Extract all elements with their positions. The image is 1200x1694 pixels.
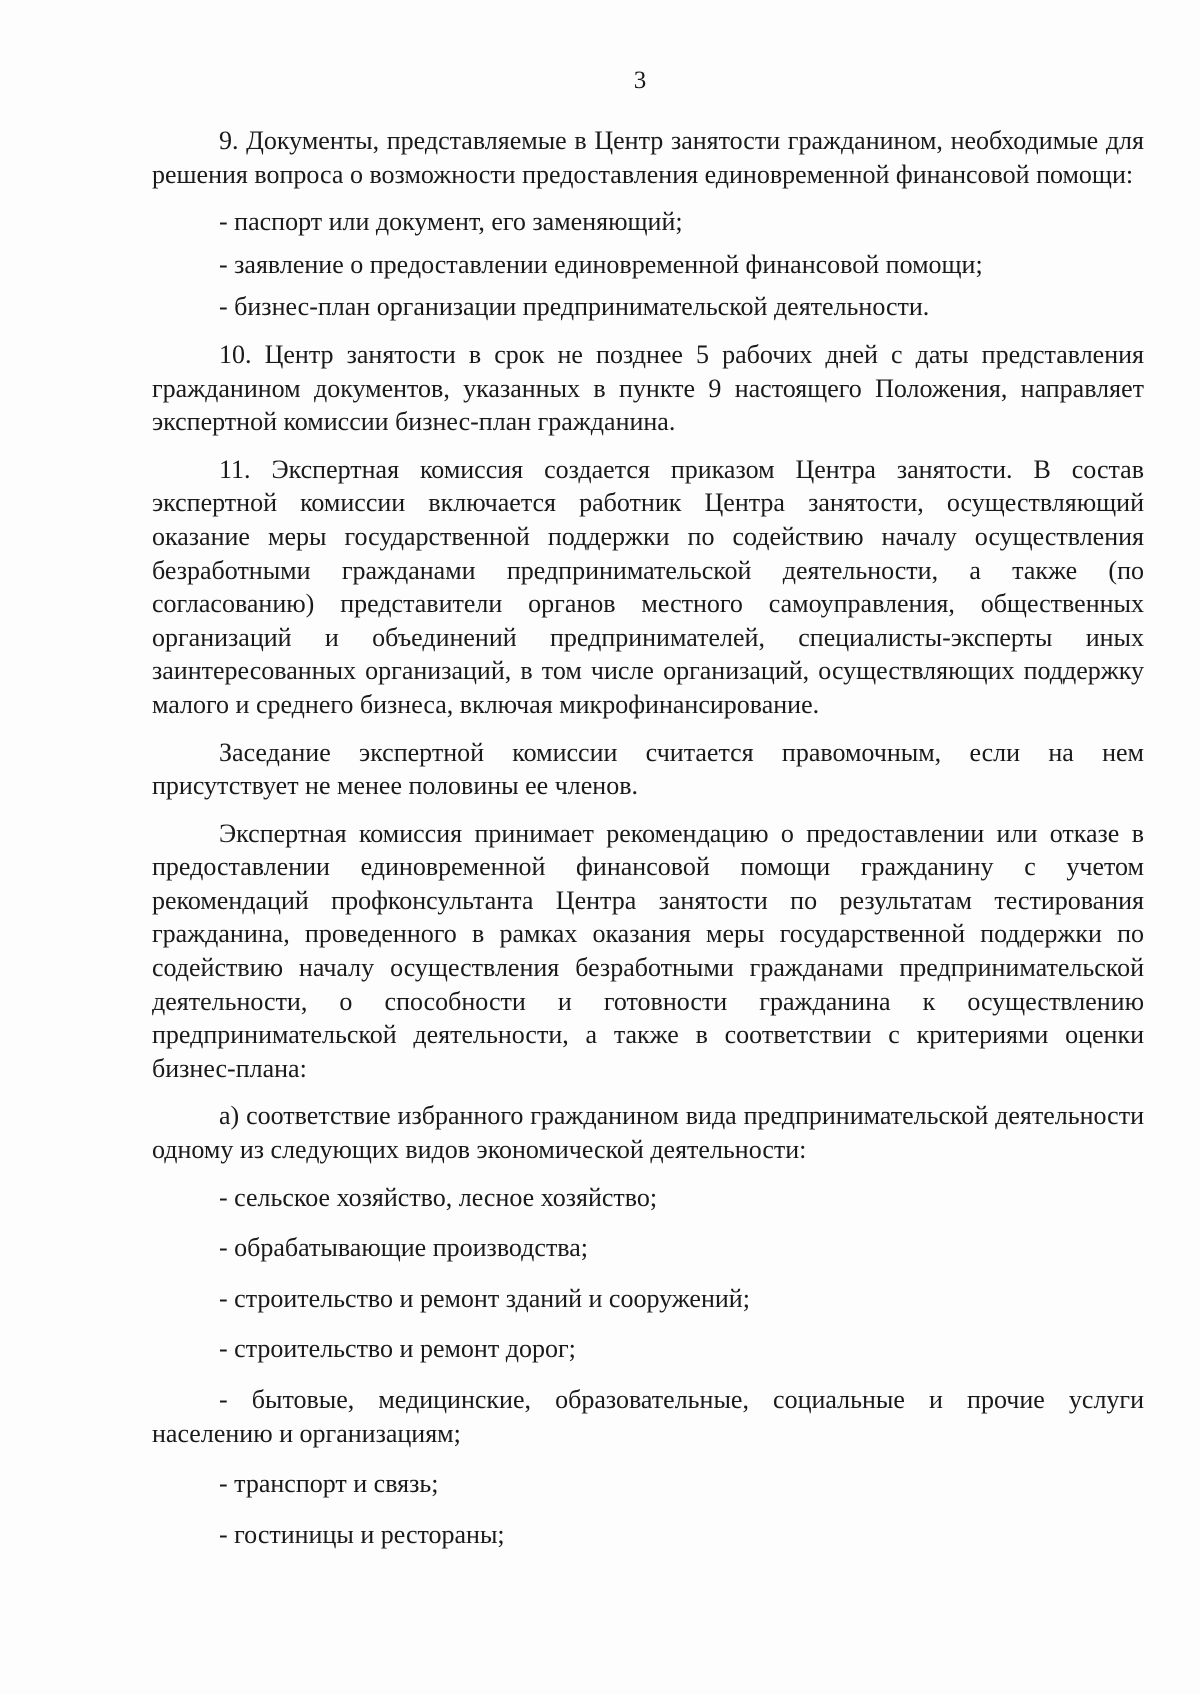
activity-item-building-construction: - строительство и ремонт зданий и сооружений; [219, 1283, 750, 1313]
section-9-item-passport: - паспорт или документ, его заменяющий; [219, 207, 683, 237]
activity-item-road-construction: - строительство и ремонт дорог; [219, 1334, 576, 1364]
activity-item-agriculture: - сельское хозяйство, лесное хозяйство; [219, 1182, 658, 1212]
section-11-paragraph: 11. Экспертная комиссия создается приказом Центра занятости. В состав экспертной комиссии включается работник Центра занятости, осуществляющий оказание меры государственной поддержки по содействию началу осуществления безработными гражданами предпринимательской деятельности, а также (по согласованию) представители органов местного самоуправления, общественных организаций и объединений предпринимателей, специалисты-эксперты иных заинтересованных организаций, в том числе организаций, осуществляющих поддержку малого и среднего бизнеса, включая микрофинансирование. [152, 454, 1144, 719]
criterion-a-paragraph: а) соответствие избранного гражданином вида предпринимательской деятельности одному из следующих видов экономической деятельности: [152, 1101, 1144, 1165]
activity-item-services: - бытовые, медицинские, образовательные, социальные и прочие услуги населению и организациям; [152, 1385, 1144, 1448]
page-number: 3 [633, 67, 647, 94]
section-11-quorum-paragraph: Заседание экспертной комиссии считается правомочным, если на нем присутствует не менее половины ее членов. [152, 737, 1144, 801]
activity-item-transport: - транспорт и связь; [219, 1469, 439, 1499]
section-10-paragraph: 10. Центр занятости в срок не позднее 5 рабочих дней с даты представления гражданином документов, указанных в пункте 9 настоящего Положения, направляет экспертной комиссии бизнес-план гражданина. [152, 339, 1144, 437]
activity-item-manufacturing: - обрабатывающие производства; [219, 1233, 589, 1263]
section-9-intro: 9. Документы, представляемые в Центр занятости гражданином, необходимые для решения вопроса о возможности предоставления единовременной финансовой помощи: [152, 126, 1144, 189]
section-9-item-business-plan: - бизнес-план организации предпринимательской деятельности. [219, 292, 930, 322]
document-body [152, 124, 1144, 1551]
activity-item-hotels: - гостиницы и рестораны; [219, 1519, 505, 1549]
section-11-recommendation-paragraph: Экспертная комиссия принимает рекомендацию о предоставлении или отказе в предоставлении единовременной финансовой помощи гражданину с учетом рекомендаций профконсультанта Центра занятости по результатам тестирования гражданина, проведенного в рамках оказания меры государственной поддержки по содействию началу осуществления безработными гражданами предпринимательской деятельности, о способности и готовности гражданина к осуществлению предпринимательской деятельности, а также в соответствии с критериями оценки бизнес-плана: [152, 818, 1144, 1083]
section-9-item-application: - заявление о предоставлении единовременной финансовой помощи; [219, 249, 983, 279]
